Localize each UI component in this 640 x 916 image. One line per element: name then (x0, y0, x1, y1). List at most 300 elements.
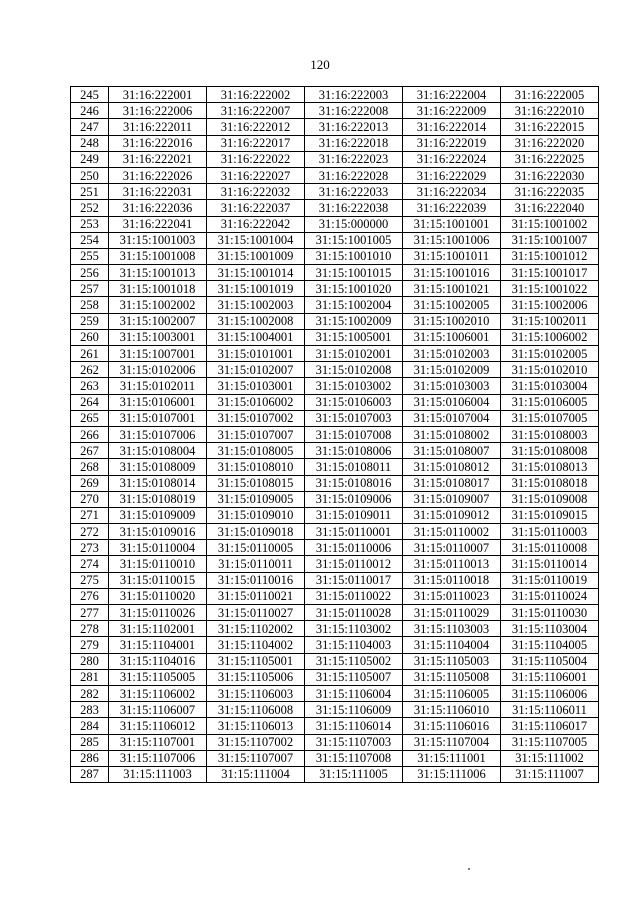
table-row (71, 459, 599, 475)
table-row (71, 443, 599, 459)
row-number-cell: 278 (71, 621, 109, 637)
cadastral-number-cell: 31:15:111005 (305, 766, 403, 782)
cadastral-number-cell: 31:15:1105001 (207, 653, 305, 669)
cadastral-number-cell: 31:15:1001002 (501, 216, 599, 232)
cadastral-number-cell: 31:15:1107001 (109, 734, 207, 750)
cadastral-number-cell: 31:15:1001019 (207, 281, 305, 297)
row-number-cell: 283 (71, 702, 109, 718)
cadastral-number-cell: 31:15:1001008 (109, 248, 207, 264)
row-number-cell: 277 (71, 605, 109, 621)
cadastral-number-cell: 31:15:0109011 (305, 507, 403, 523)
cadastral-number-cell: 31:15:1105006 (207, 669, 305, 685)
cadastral-number-cell: 31:15:0110029 (403, 605, 501, 621)
table-row (71, 378, 599, 394)
cadastral-number-cell: 31:16:222031 (109, 184, 207, 200)
cadastral-number-cell: 31:15:111002 (501, 750, 599, 766)
cadastral-number-cell: 31:16:222036 (109, 200, 207, 216)
cadastral-number-cell: 31:15:1002005 (403, 297, 501, 313)
row-number-cell: 258 (71, 297, 109, 313)
cadastral-number-cell: 31:15:0110030 (501, 605, 599, 621)
cadastral-number-cell: 31:16:222037 (207, 200, 305, 216)
table-row (71, 167, 599, 183)
cadastral-number-cell: 31:15:0107004 (403, 410, 501, 426)
cadastral-number-cell: 31:15:1001015 (305, 265, 403, 281)
row-number-cell: 279 (71, 637, 109, 653)
row-number-cell: 286 (71, 750, 109, 766)
cadastral-number-cell: 31:15:1106008 (207, 702, 305, 718)
cadastral-number-cell: 31:15:0107006 (109, 426, 207, 442)
cadastral-number-cell: 31:15:0108009 (109, 459, 207, 475)
row-number-cell: 276 (71, 588, 109, 604)
cadastral-number-cell: 31:15:0102003 (403, 346, 501, 362)
cadastral-number-cell: 31:15:0102011 (109, 378, 207, 394)
table-row (71, 605, 599, 621)
cadastral-number-cell: 31:16:222021 (109, 151, 207, 167)
cadastral-number-cell: 31:15:1105004 (501, 653, 599, 669)
cadastral-number-cell: 31:15:0110016 (207, 572, 305, 588)
cadastral-number-cell: 31:15:0110001 (305, 524, 403, 540)
cadastral-number-cell: 31:15:1001004 (207, 232, 305, 248)
table-row (71, 200, 599, 216)
cadastral-number-cell: 31:15:0109007 (403, 491, 501, 507)
cadastral-number-cell: 31:15:1001017 (501, 265, 599, 281)
cadastral-number-cell: 31:15:0108019 (109, 491, 207, 507)
table-row (71, 135, 599, 151)
scan-speck (468, 868, 470, 870)
table-row (71, 103, 599, 119)
cadastral-number-cell: 31:15:1002002 (109, 297, 207, 313)
cadastral-number-cell: 31:15:1104004 (403, 637, 501, 653)
cadastral-number-cell: 31:15:1104016 (109, 653, 207, 669)
table-row (71, 669, 599, 685)
row-number-cell: 249 (71, 151, 109, 167)
cadastral-number-cell: 31:15:1001012 (501, 248, 599, 264)
cadastral-number-cell: 31:15:0108012 (403, 459, 501, 475)
cadastral-number-cell: 31:15:0110014 (501, 556, 599, 572)
cadastral-number-cell: 31:15:0110027 (207, 605, 305, 621)
cadastral-number-cell: 31:15:0102001 (305, 346, 403, 362)
cadastral-number-cell: 31:15:0106002 (207, 394, 305, 410)
row-number-cell: 252 (71, 200, 109, 216)
cadastral-number-cell: 31:16:222015 (501, 119, 599, 135)
cadastral-number-cell: 31:15:0102005 (501, 346, 599, 362)
table-body (71, 87, 599, 783)
cadastral-number-cell: 31:15:1001003 (109, 232, 207, 248)
cadastral-number-cell: 31:15:1001013 (109, 265, 207, 281)
table-row (71, 524, 599, 540)
cadastral-number-cell: 31:15:0110022 (305, 588, 403, 604)
cadastral-number-cell: 31:15:0103002 (305, 378, 403, 394)
cadastral-number-cell: 31:15:0110004 (109, 540, 207, 556)
cadastral-number-cell: 31:15:0110018 (403, 572, 501, 588)
cadastral-number-cell: 31:15:1006001 (403, 329, 501, 345)
cadastral-number-cell: 31:15:0107005 (501, 410, 599, 426)
cadastral-number-cell: 31:15:1105007 (305, 669, 403, 685)
cadastral-number-cell: 31:15:0110003 (501, 524, 599, 540)
cadastral-number-cell: 31:15:000000 (305, 216, 403, 232)
cadastral-number-cell: 31:15:0108013 (501, 459, 599, 475)
cadastral-number-cell: 31:15:0110019 (501, 572, 599, 588)
cadastral-number-cell: 31:15:1001020 (305, 281, 403, 297)
table-row (71, 507, 599, 523)
cadastral-number-cell: 31:16:222022 (207, 151, 305, 167)
cadastral-number-cell: 31:15:1104003 (305, 637, 403, 653)
cadastral-number-cell: 31:15:0103001 (207, 378, 305, 394)
cadastral-number-cell: 31:16:222018 (305, 135, 403, 151)
cadastral-number-cell: 31:15:0102009 (403, 362, 501, 378)
cadastral-number-cell: 31:15:1106010 (403, 702, 501, 718)
cadastral-number-cell: 31:15:1105005 (109, 669, 207, 685)
cadastral-number-cell: 31:15:0107002 (207, 410, 305, 426)
cadastral-number-cell: 31:15:1106013 (207, 718, 305, 734)
table-row (71, 248, 599, 264)
row-number-cell: 273 (71, 540, 109, 556)
row-number-cell: 256 (71, 265, 109, 281)
page-number: 120 (310, 57, 330, 72)
cadastral-number-cell: 31:15:0106004 (403, 394, 501, 410)
cadastral-number-cell: 31:16:222006 (109, 103, 207, 119)
table-row (71, 216, 599, 232)
row-number-cell: 281 (71, 669, 109, 685)
cadastral-number-cell: 31:15:1007001 (109, 346, 207, 362)
cadastral-number-cell: 31:15:0110006 (305, 540, 403, 556)
table-row (71, 491, 599, 507)
table-row (71, 653, 599, 669)
row-number-cell: 271 (71, 507, 109, 523)
row-number-cell: 287 (71, 766, 109, 782)
row-number-cell: 270 (71, 491, 109, 507)
row-number-cell: 274 (71, 556, 109, 572)
cadastral-number-cell: 31:15:1102001 (109, 621, 207, 637)
cadastral-number-cell: 31:16:222038 (305, 200, 403, 216)
cadastral-number-cell: 31:16:222024 (403, 151, 501, 167)
cadastral-number-cell: 31:15:1002008 (207, 313, 305, 329)
cadastral-number-cell: 31:15:0107003 (305, 410, 403, 426)
cadastral-number-cell: 31:15:1103002 (305, 621, 403, 637)
row-number-cell: 247 (71, 119, 109, 135)
table-row (71, 362, 599, 378)
cadastral-number-cell: 31:16:222003 (305, 87, 403, 103)
cadastral-number-cell: 31:15:0108004 (109, 443, 207, 459)
cadastral-number-cell: 31:15:1107007 (207, 750, 305, 766)
cadastral-number-cell: 31:15:0108007 (403, 443, 501, 459)
cadastral-number-cell: 31:15:1002006 (501, 297, 599, 313)
cadastral-number-cell: 31:16:222039 (403, 200, 501, 216)
cadastral-number-cell: 31:15:1001016 (403, 265, 501, 281)
row-number-cell: 275 (71, 572, 109, 588)
cadastral-number-cell: 31:16:222014 (403, 119, 501, 135)
cadastral-number-cell: 31:15:0108008 (501, 443, 599, 459)
cadastral-number-cell: 31:15:0110005 (207, 540, 305, 556)
table-row (71, 475, 599, 491)
table-row (71, 766, 599, 782)
cadastral-number-cell: 31:15:1106012 (109, 718, 207, 734)
cadastral-number-cell: 31:15:0109006 (305, 491, 403, 507)
cadastral-number-cell: 31:15:1106005 (403, 685, 501, 701)
cadastral-number-cell: 31:15:1001018 (109, 281, 207, 297)
cadastral-number-cell: 31:15:0110002 (403, 524, 501, 540)
cadastral-number-cell: 31:15:0102007 (207, 362, 305, 378)
cadastral-number-cell: 31:15:0108003 (501, 426, 599, 442)
cadastral-number-cell: 31:15:0109010 (207, 507, 305, 523)
cadastral-number-cell: 31:15:1004001 (207, 329, 305, 345)
cadastral-number-cell: 31:15:1106009 (305, 702, 403, 718)
cadastral-number-cell: 31:16:222008 (305, 103, 403, 119)
cadastral-number-cell: 31:15:0109005 (207, 491, 305, 507)
cadastral-number-cell: 31:15:0108005 (207, 443, 305, 459)
cadastral-number-cell: 31:15:0108017 (403, 475, 501, 491)
cadastral-number-cell: 31:15:1105003 (403, 653, 501, 669)
cadastral-number-cell: 31:15:1106002 (109, 685, 207, 701)
cadastral-number-cell: 31:15:0108011 (305, 459, 403, 475)
table-row (71, 572, 599, 588)
cadastral-number-cell: 31:15:1106017 (501, 718, 599, 734)
cadastral-number-cell: 31:15:1104005 (501, 637, 599, 653)
cadastral-number-cell: 31:15:0110021 (207, 588, 305, 604)
row-number-cell: 246 (71, 103, 109, 119)
cadastral-number-cell: 31:15:1107002 (207, 734, 305, 750)
cadastral-number-cell: 31:16:222030 (501, 167, 599, 183)
row-number-cell: 259 (71, 313, 109, 329)
cadastral-number-cell: 31:15:0103004 (501, 378, 599, 394)
cadastral-number-cell: 31:15:1106011 (501, 702, 599, 718)
table-row (71, 394, 599, 410)
row-number-cell: 254 (71, 232, 109, 248)
table-row (71, 281, 599, 297)
row-number-cell: 280 (71, 653, 109, 669)
cadastral-number-cell: 31:16:222019 (403, 135, 501, 151)
row-number-cell: 248 (71, 135, 109, 151)
cadastral-number-cell: 31:15:1001014 (207, 265, 305, 281)
cadastral-number-cell: 31:15:0107007 (207, 426, 305, 442)
cadastral-number-cell: 31:15:1001022 (501, 281, 599, 297)
cadastral-number-cell: 31:15:0108010 (207, 459, 305, 475)
row-number-cell: 257 (71, 281, 109, 297)
cadastral-number-cell: 31:15:1104002 (207, 637, 305, 653)
table-row (71, 297, 599, 313)
cadastral-number-cell: 31:15:1002009 (305, 313, 403, 329)
cadastral-number-cell: 31:15:0109018 (207, 524, 305, 540)
cadastral-number-cell: 31:15:1105008 (403, 669, 501, 685)
cadastral-number-cell: 31:15:0102010 (501, 362, 599, 378)
row-number-cell: 263 (71, 378, 109, 394)
table-row (71, 637, 599, 653)
table-row (71, 329, 599, 345)
cadastral-number-cell: 31:15:0101001 (207, 346, 305, 362)
cadastral-number-cell: 31:16:222040 (501, 200, 599, 216)
cadastral-number-cell: 31:15:0103003 (403, 378, 501, 394)
cadastral-number-cell: 31:15:0109009 (109, 507, 207, 523)
row-number-cell: 284 (71, 718, 109, 734)
cadastral-number-cell: 31:16:222016 (109, 135, 207, 151)
cadastral-number-cell: 31:16:222029 (403, 167, 501, 183)
row-number-cell: 267 (71, 443, 109, 459)
cadastral-number-cell: 31:16:222009 (403, 103, 501, 119)
cadastral-number-cell: 31:15:1001010 (305, 248, 403, 264)
cadastral-number-cell: 31:15:0110024 (501, 588, 599, 604)
cadastral-number-cell: 31:15:111007 (501, 766, 599, 782)
row-number-cell: 268 (71, 459, 109, 475)
table-row (71, 702, 599, 718)
cadastral-number-cell: 31:15:1001001 (403, 216, 501, 232)
cadastral-number-cell: 31:15:1106014 (305, 718, 403, 734)
cadastral-number-cell: 31:16:222007 (207, 103, 305, 119)
cadastral-number-cell: 31:15:0110012 (305, 556, 403, 572)
cadastral-number-cell: 31:15:111001 (403, 750, 501, 766)
table-row (71, 540, 599, 556)
cadastral-number-cell: 31:15:1107006 (109, 750, 207, 766)
cadastral-number-cell: 31:15:0110028 (305, 605, 403, 621)
cadastral-number-cell: 31:15:1006002 (501, 329, 599, 345)
cadastral-number-cell: 31:15:0110017 (305, 572, 403, 588)
cadastral-number-cell: 31:15:1001006 (403, 232, 501, 248)
cadastral-number-cell: 31:15:1106006 (501, 685, 599, 701)
table-row (71, 151, 599, 167)
cadastral-number-cell: 31:15:1104001 (109, 637, 207, 653)
table-row (71, 184, 599, 200)
table-row (71, 750, 599, 766)
cadastral-number-cell: 31:16:222033 (305, 184, 403, 200)
cadastral-number-cell: 31:15:1002007 (109, 313, 207, 329)
cadastral-number-cell: 31:15:0108015 (207, 475, 305, 491)
table-row (71, 346, 599, 362)
cadastral-number-table (70, 86, 599, 783)
cadastral-number-cell: 31:16:222026 (109, 167, 207, 183)
cadastral-number-cell: 31:15:1001005 (305, 232, 403, 248)
cadastral-number-cell: 31:15:1103004 (501, 621, 599, 637)
table-row (71, 410, 599, 426)
cadastral-number-cell: 31:15:0106005 (501, 394, 599, 410)
row-number-cell: 265 (71, 410, 109, 426)
row-number-cell: 245 (71, 87, 109, 103)
row-number-cell: 282 (71, 685, 109, 701)
cadastral-number-cell: 31:15:0110008 (501, 540, 599, 556)
cadastral-number-cell: 31:15:0107008 (305, 426, 403, 442)
cadastral-number-cell: 31:15:0102008 (305, 362, 403, 378)
cadastral-number-cell: 31:16:222034 (403, 184, 501, 200)
cadastral-number-cell: 31:15:1106007 (109, 702, 207, 718)
cadastral-number-cell: 31:15:1002003 (207, 297, 305, 313)
cadastral-number-cell: 31:16:222023 (305, 151, 403, 167)
cadastral-number-cell: 31:15:1107005 (501, 734, 599, 750)
cadastral-number-cell: 31:16:222017 (207, 135, 305, 151)
cadastral-number-cell: 31:16:222010 (501, 103, 599, 119)
cadastral-number-cell: 31:15:1002004 (305, 297, 403, 313)
cadastral-number-cell: 31:16:222020 (501, 135, 599, 151)
row-number-cell: 266 (71, 426, 109, 442)
cadastral-number-cell: 31:16:222027 (207, 167, 305, 183)
cadastral-number-cell: 31:15:0110007 (403, 540, 501, 556)
cadastral-number-cell: 31:15:0109016 (109, 524, 207, 540)
cadastral-number-cell: 31:15:0110026 (109, 605, 207, 621)
table-row (71, 265, 599, 281)
cadastral-number-cell: 31:16:222005 (501, 87, 599, 103)
cadastral-number-cell: 31:16:222032 (207, 184, 305, 200)
cadastral-number-cell: 31:15:0110015 (109, 572, 207, 588)
table-row (71, 119, 599, 135)
cadastral-number-cell: 31:15:0109012 (403, 507, 501, 523)
cadastral-number-cell: 31:15:1001021 (403, 281, 501, 297)
cadastral-number-cell: 31:16:222042 (207, 216, 305, 232)
cadastral-number-cell: 31:15:1107004 (403, 734, 501, 750)
cadastral-number-cell: 31:16:222013 (305, 119, 403, 135)
cadastral-number-cell: 31:15:1003001 (109, 329, 207, 345)
cadastral-number-cell: 31:15:1001011 (403, 248, 501, 264)
cadastral-number-cell: 31:15:1001009 (207, 248, 305, 264)
cadastral-number-cell: 31:15:1106004 (305, 685, 403, 701)
cadastral-number-cell: 31:15:1106003 (207, 685, 305, 701)
table-row (71, 556, 599, 572)
cadastral-number-cell: 31:15:0110023 (403, 588, 501, 604)
cadastral-number-cell: 31:15:111006 (403, 766, 501, 782)
cadastral-number-cell: 31:15:1105002 (305, 653, 403, 669)
cadastral-number-cell: 31:15:0110013 (403, 556, 501, 572)
row-number-cell: 260 (71, 329, 109, 345)
row-number-cell: 255 (71, 248, 109, 264)
cadastral-number-cell: 31:15:0106003 (305, 394, 403, 410)
cadastral-number-cell: 31:15:0107001 (109, 410, 207, 426)
cadastral-number-cell: 31:15:0110020 (109, 588, 207, 604)
cadastral-number-cell: 31:15:1107008 (305, 750, 403, 766)
cadastral-number-cell: 31:15:1106016 (403, 718, 501, 734)
cadastral-number-cell: 31:15:0108006 (305, 443, 403, 459)
cadastral-number-cell: 31:15:0108014 (109, 475, 207, 491)
cadastral-number-cell: 31:16:222035 (501, 184, 599, 200)
cadastral-number-cell: 31:15:1107003 (305, 734, 403, 750)
cadastral-number-cell: 31:15:1002011 (501, 313, 599, 329)
cadastral-number-cell: 31:15:1001007 (501, 232, 599, 248)
row-number-cell: 269 (71, 475, 109, 491)
table-row (71, 685, 599, 701)
cadastral-number-cell: 31:16:222001 (109, 87, 207, 103)
cadastral-number-cell: 31:15:1102002 (207, 621, 305, 637)
row-number-cell: 253 (71, 216, 109, 232)
cadastral-number-cell: 31:15:1106001 (501, 669, 599, 685)
cadastral-number-cell: 31:16:222028 (305, 167, 403, 183)
table-row (71, 718, 599, 734)
table-row (71, 313, 599, 329)
cadastral-number-cell: 31:15:1005001 (305, 329, 403, 345)
table-row (71, 87, 599, 103)
cadastral-number-cell: 31:15:1103003 (403, 621, 501, 637)
row-number-cell: 250 (71, 167, 109, 183)
row-number-cell: 285 (71, 734, 109, 750)
cadastral-number-cell: 31:15:0106001 (109, 394, 207, 410)
cadastral-number-cell: 31:16:222025 (501, 151, 599, 167)
cadastral-number-cell: 31:15:0110010 (109, 556, 207, 572)
cadastral-number-cell: 31:15:0110011 (207, 556, 305, 572)
cadastral-number-cell: 31:16:222012 (207, 119, 305, 135)
cadastral-number-cell: 31:15:0108002 (403, 426, 501, 442)
table-row (71, 426, 599, 442)
cadastral-number-cell: 31:16:222041 (109, 216, 207, 232)
table-row (71, 621, 599, 637)
table-row (71, 232, 599, 248)
cadastral-number-cell: 31:16:222004 (403, 87, 501, 103)
cadastral-number-cell: 31:15:111004 (207, 766, 305, 782)
cadastral-number-cell: 31:15:0109015 (501, 507, 599, 523)
table-row (71, 588, 599, 604)
cadastral-number-cell: 31:16:222002 (207, 87, 305, 103)
table-row (71, 734, 599, 750)
cadastral-number-cell: 31:15:0109008 (501, 491, 599, 507)
row-number-cell: 264 (71, 394, 109, 410)
row-number-cell: 262 (71, 362, 109, 378)
cadastral-number-cell: 31:15:111003 (109, 766, 207, 782)
row-number-cell: 261 (71, 346, 109, 362)
cadastral-number-cell: 31:15:0108018 (501, 475, 599, 491)
cadastral-number-cell: 31:16:222011 (109, 119, 207, 135)
